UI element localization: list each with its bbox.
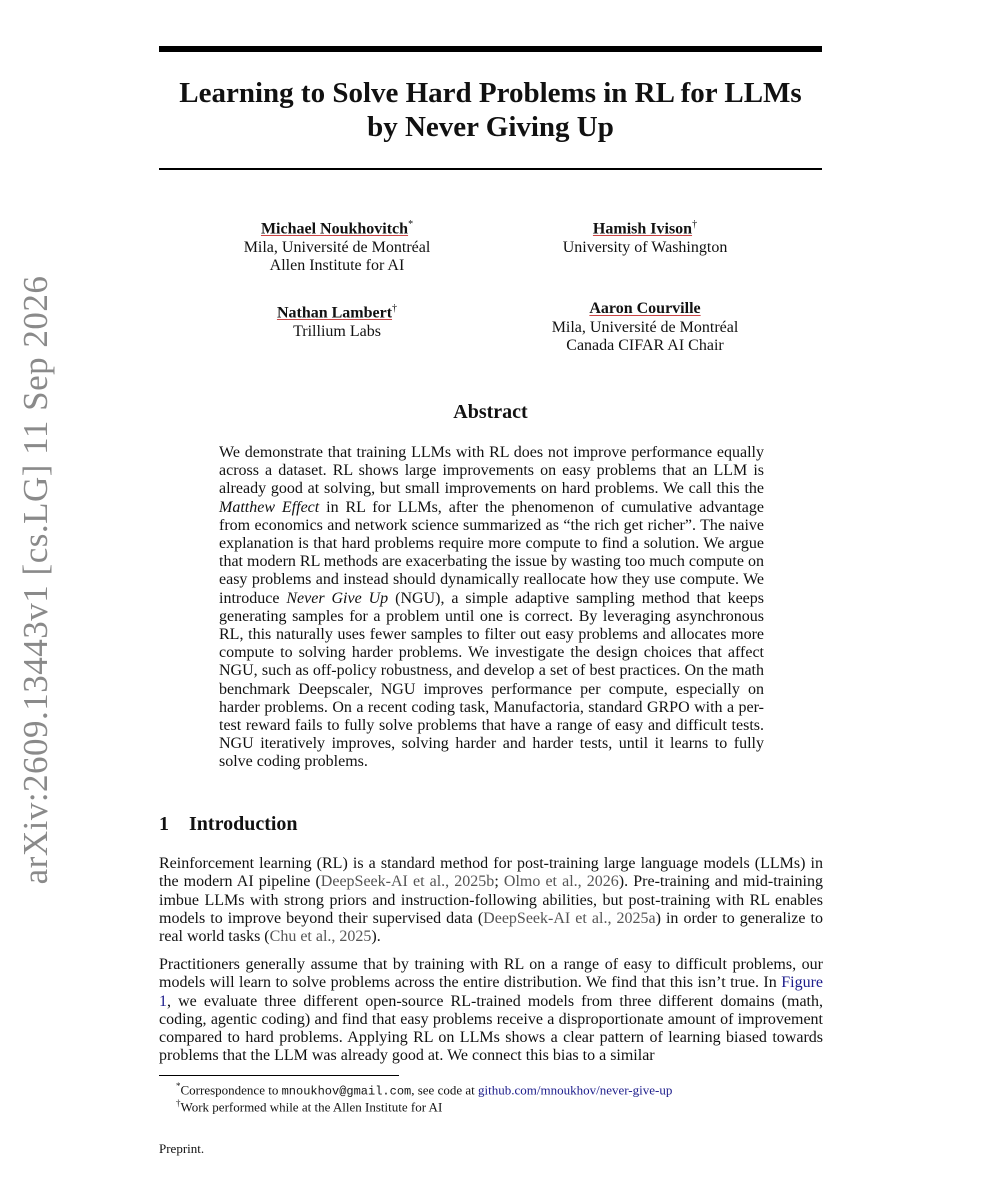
author-name[interactable]: Nathan Lambert xyxy=(276,304,393,322)
author-affiliation: Allen Institute for AI xyxy=(269,257,405,275)
abstract-emphasis: Never Give Up xyxy=(286,589,389,607)
title-line-2: by Never Giving Up xyxy=(367,111,614,143)
abstract-body xyxy=(219,444,764,772)
citation-link[interactable]: DeepSeek-AI et al., 2025a xyxy=(483,909,656,927)
author-affiliation: Mila, Université de Montréal xyxy=(551,318,739,336)
intro-paragraph-2 xyxy=(159,956,823,1066)
figure-reference-link[interactable]: Figure 1 xyxy=(159,974,823,1010)
code-repository-link[interactable]: github.com/mnoukhov/never-give-up xyxy=(478,1082,673,1098)
section-heading-introduction xyxy=(159,813,298,836)
paragraph-text: Practitioners generally assume that by training with RL on a range of easy to difficult problems, our models will learn to solve problems across the entire distribution. We find that this isn’t true. In xyxy=(159,956,823,992)
abstract-heading: Abstract xyxy=(453,401,528,423)
author-name[interactable]: Michael Noukhovitch xyxy=(260,220,409,238)
preprint-footer: Preprint. xyxy=(159,1141,205,1156)
paragraph-text: , we evaluate three different open-source RL-trained models from three different domains (math, coding, agentic coding) and find that easy problems receive a disproportionate amount of improvement compared to hard problems. Applying RL on LLMs shows a clear pattern of learning biased towards problems that the LLM was already good at. We connect this bias to a similar xyxy=(159,992,823,1065)
author-affiliation: Mila, Université de Montréal xyxy=(243,238,431,256)
author-mark: † xyxy=(692,219,698,230)
section-title: Introduction xyxy=(189,813,298,835)
title-line-1: Learning to Solve Hard Problems in RL for LLMs xyxy=(179,77,802,109)
paragraph-text: ). xyxy=(371,928,381,946)
author-mark: † xyxy=(392,303,398,314)
footnote-mark: * xyxy=(176,1081,181,1091)
footnote-divider xyxy=(159,1075,399,1076)
author-affiliation: University of Washington xyxy=(562,238,728,256)
citation-link[interactable]: Chu et al., 2025 xyxy=(269,928,372,946)
abstract-text: (NGU), a simple adaptive sampling method that keeps generating samples for a problem until one is correct. By leveraging asynchronous RL, this naturally uses fewer samples to filter out easy problems and allocates more compute to solving harder problems. We investigate the design choices that affect NGU, such as off-policy robustness, and develop a set of best practices. On the math benchmark Deepscaler, NGU improves performance per compute, especially on harder problems. On a recent coding task, Manufactoria, standard GRPO with a per-test reward fails to fully solve problems that have a range of easy and difficult tests. NGU iteratively improves, solving harder and harder tests, until it learns to fully solve coding problems. xyxy=(219,589,765,771)
email-address[interactable]: mnoukhov@gmail.com xyxy=(281,1084,412,1099)
author-block-2 xyxy=(515,216,775,257)
footnote-text: Work performed while at the Allen Institute for AI xyxy=(180,1099,443,1115)
footnote-2 xyxy=(176,1095,442,1115)
citation-link[interactable]: Olmo et al., 2026 xyxy=(503,873,619,891)
paragraph-text: Reinforcement learning (RL) is a standard method for post-training large language models (LLMs) in the modern AI pipeline ( xyxy=(159,855,823,891)
paragraph-text: ). Pre-training and mid-training imbue LLMs with strong priors and instruction-following abilities, but post-training with RL enables models to improve beyond their supervised data ( xyxy=(159,873,823,927)
title-bottom-rule xyxy=(159,168,822,170)
author-block-3 xyxy=(207,300,467,341)
abstract-text: We demonstrate that training LLMs with RL does not improve performance equally across a dataset. RL shows large improvements on easy problems that an LLM is already good at solving, but small improvements on hard problems. We call this the xyxy=(219,444,764,498)
abstract-text: in RL for LLMs, after the phenomenon of cumulative advantage from economics and network science summarized as “the rich get richer”. The naive explanation is that hard problems require more compute to find a solution. We argue that modern RL methods are exacerbating the issue by wasting too much compute on easy problems and instead should dynamically reallocate how they use compute. We introduce xyxy=(219,498,764,607)
paper-title xyxy=(159,76,822,144)
intro-paragraph-1 xyxy=(159,855,823,946)
author-block-1 xyxy=(207,216,467,276)
paragraph-text: ) in order to generalize to real world tasks ( xyxy=(159,909,823,946)
footnote-text: Correspondence to xyxy=(180,1082,282,1098)
section-number: 1 xyxy=(159,813,169,835)
author-name[interactable]: Aaron Courville xyxy=(589,300,701,317)
author-affiliation: Trillium Labs xyxy=(293,322,381,340)
paragraph-text: ; xyxy=(494,873,504,891)
citation-link[interactable]: DeepSeek-AI et al., 2025b xyxy=(320,873,495,891)
title-top-rule xyxy=(159,46,822,52)
author-name[interactable]: Hamish Ivison xyxy=(592,220,693,238)
author-block-4 xyxy=(515,300,775,356)
author-mark: * xyxy=(408,219,414,230)
footnote-mark: † xyxy=(176,1098,181,1108)
arxiv-identifier-stamp: arXiv:2609.13443v1 [cs.LG] 11 Sep 2026 xyxy=(16,275,55,885)
footnote-text: , see code at xyxy=(411,1082,478,1098)
author-affiliation: Canada CIFAR AI Chair xyxy=(566,337,724,354)
abstract-emphasis: Matthew Effect xyxy=(219,498,320,516)
